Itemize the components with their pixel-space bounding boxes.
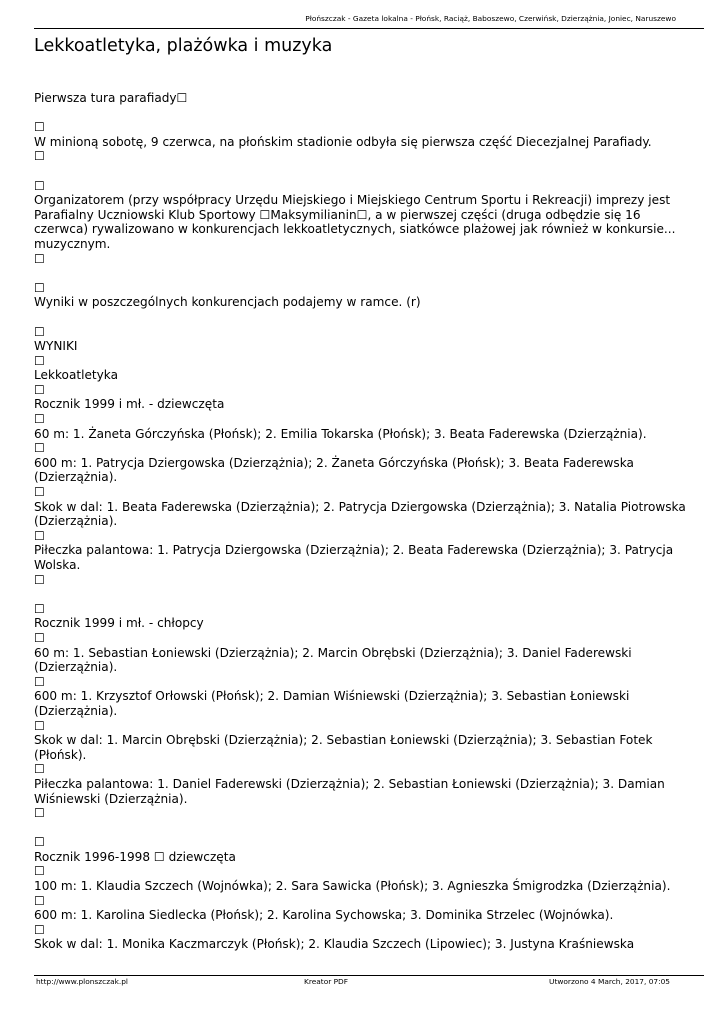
article-line: Wyniki w poszczególnych konkurencjach podajemy w ramce. (r) — [34, 295, 421, 310]
page-header: Płońszczak - Gazeta lokalna - Płońsk, Raciąż, Baboszewo, Czerwińsk, Dzierzążnia, Joniec, Naruszewo — [305, 14, 676, 23]
article-line: ☐ — [34, 864, 45, 879]
article-line: ☐ — [34, 528, 45, 543]
article-line: ☐ — [34, 674, 45, 689]
article-line: Skok w dal: 1. Monika Kaczmarczyk (Płońsk); 2. Klaudia Szczech (Lipowiec); 3. Justyna Kraśniewska — [34, 937, 635, 952]
article-line: ☐ — [34, 178, 45, 193]
footer-url[interactable]: http://www.plonszczak.pl — [36, 977, 128, 986]
article-line: WYNIKI — [34, 339, 78, 354]
article-line: Skok w dal: 1. Beata Faderewska (Dzierzążnia); 2. Patrycja Dziergowska (Dzierzążnia); 3. Natalia Piotrowska (Dzierzążnia). — [34, 499, 686, 529]
article-line: ☐ — [34, 382, 45, 397]
article-line: ☐ — [34, 718, 45, 733]
article-line: 60 m: 1. Sebastian Łoniewski (Dzierzążnia); 2. Marcin Obrębski (Dzierzążnia); 3. Daniel Faderewski (Dzierzążnia). — [34, 645, 632, 675]
article-line: ☐ — [34, 572, 45, 587]
article-line: ☐ — [34, 149, 45, 164]
header-rule — [34, 28, 704, 29]
blank-line — [34, 106, 694, 121]
article-line: Lekkoatletyka — [34, 368, 118, 383]
article-line: 600 m: 1. Patrycja Dziergowska (Dzierzążnia); 2. Żaneta Górczyńska (Płońsk); 3. Beata Faderewska (Dzierzążnia). — [34, 455, 634, 485]
article-line: ☐ — [34, 806, 45, 821]
article-line: ☐ — [34, 762, 45, 777]
article-line: Pierwsza tura parafiady☐ — [34, 91, 188, 105]
article-line: W minioną sobotę, 9 czerwca, na płońskim stadionie odbyła się pierwsza część Diecezjalnej Parafiady. — [34, 134, 652, 149]
footer-created: Utworzono 4 March, 2017, 07:05 — [549, 977, 670, 986]
article-line: Piłeczka palantowa: 1. Patrycja Dziergowska (Dzierzążnia); 2. Beata Faderewska (Dzierzążnia); 3. Patrycja Wolska. — [34, 543, 674, 572]
article-line: 100 m: 1. Klaudia Szczech (Wojnówka); 2. Sara Sawicka (Płońsk); 3. Agnieszka Śmigrodzka (Dzierzążnia). — [34, 879, 671, 894]
footer-generator: Kreator PDF — [304, 977, 349, 986]
article-line: 600 m: 1. Krzysztof Orłowski (Płońsk); 2. Damian Wiśniewski (Dzierzążnia); 3. Sebastian Łoniewski (Dzierzążnia). — [34, 689, 630, 718]
article-line: 60 m: 1. Żaneta Górczyńska (Płońsk); 2. Emilia Tokarska (Płońsk); 3. Beata Faderewska (Dzierzążnia). — [34, 426, 647, 441]
article-line: ☐ — [34, 324, 45, 339]
article-body — [34, 91, 694, 952]
blank-line — [34, 587, 694, 602]
article-line: Piłeczka palantowa: 1. Daniel Faderewski (Dzierzążnia); 2. Sebastian Łoniewski (Dzierzążnia); 3. Damian Wiśniewski (Dzierzążnia). — [34, 776, 665, 806]
blank-line — [34, 310, 694, 325]
article-title: Lekkoatletyka, plażówka i muzyka — [34, 36, 333, 56]
article-line: Rocznik 1999 i mł. - dziewczęta — [34, 397, 225, 412]
article-line: ☐ — [34, 353, 45, 368]
article-line: Organizatorem (przy współpracy Urzędu Miejskiego i Miejskiego Centrum Sportu i Rekreacji) imprezy jest Parafialny Uczniowski Klub Sportowy ☐Maksymilianin☐, a w pierwszej części (druga odbędzie się 16 czerwca) rywalizowano w konkurencjach lekkoatletycznych, siatkówce plażowej jak również w konkursie... muzycznym. — [34, 193, 676, 251]
article-line: ☐ — [34, 630, 45, 645]
article-line: Skok w dal: 1. Marcin Obrębski (Dzierzążnia); 2. Sebastian Łoniewski (Dzierzążnia); 3. Sebastian Fotek (Płońsk). — [34, 733, 653, 762]
blank-line — [34, 821, 694, 836]
article-line: ☐ — [34, 441, 45, 456]
article-line: ☐ — [34, 280, 45, 295]
blank-line — [34, 164, 694, 179]
article-line: ☐ — [34, 251, 45, 266]
article-line: ☐ — [34, 412, 45, 427]
article-line: Rocznik 1999 i mł. - chłopcy — [34, 616, 204, 631]
blank-line — [34, 266, 694, 281]
article-line: ☐ — [34, 485, 45, 500]
article-line: ☐ — [34, 835, 45, 850]
article-line: ☐ — [34, 922, 45, 937]
article-line: 600 m: 1. Karolina Siedlecka (Płońsk); 2. Karolina Sychowska; 3. Dominika Strzelec (Wojnówka). — [34, 908, 614, 923]
footer-rule — [34, 975, 704, 976]
article-line: ☐ — [34, 601, 45, 616]
article-line: ☐ — [34, 120, 45, 135]
article-line: ☐ — [34, 893, 45, 908]
article-line: Rocznik 1996-1998 ☐ dziewczęta — [34, 849, 236, 864]
